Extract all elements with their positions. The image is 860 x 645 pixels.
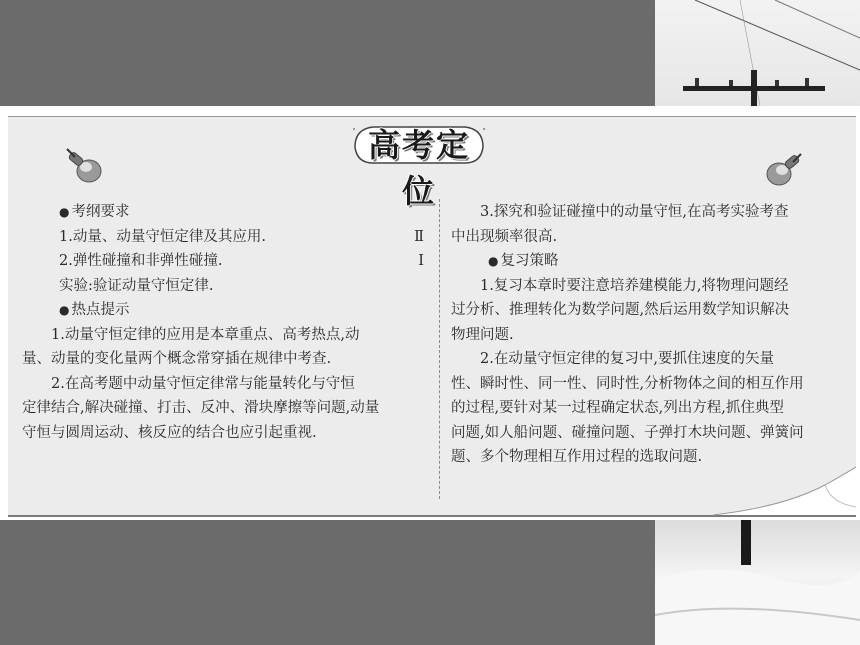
pushpin-icon bbox=[763, 150, 805, 196]
experiment-item: 实验:验证动量守恒定律. bbox=[59, 277, 214, 294]
paragraph-line: 性、瞬时性、同一性、同时性,分析物体之间的相互作用 bbox=[451, 375, 804, 392]
requirement-level: Ⅰ bbox=[418, 253, 424, 269]
card-panel bbox=[8, 116, 856, 517]
paragraph-line: 问题,如人船问题、碰撞问题、子弹打木块问题、弹簧问 bbox=[451, 424, 804, 441]
section-heading-hot-topics bbox=[22, 298, 434, 323]
paragraph-line: 中出现频率很高. bbox=[451, 228, 558, 245]
requirement-text: 1.动量、动量守恒定律及其应用. bbox=[59, 228, 266, 245]
background-photo-snow bbox=[655, 520, 860, 645]
requirement-level: Ⅱ bbox=[414, 228, 424, 245]
paragraph-line: 2.在高考题中动量守恒定律常与能量转化与守恒 bbox=[51, 375, 355, 392]
section-title: 考纲要求 bbox=[71, 204, 130, 220]
section-title: 复习策略 bbox=[500, 253, 559, 269]
paragraph-line: 的过程,要针对某一过程确定状态,列出方程,抓住典型 bbox=[451, 400, 784, 416]
right-column bbox=[451, 200, 851, 470]
section-title: 热点提示 bbox=[71, 302, 130, 318]
requirement-text: 2.弹性碰撞和非弹性碰撞. bbox=[59, 253, 223, 269]
banner-title: 高考定位 bbox=[367, 126, 470, 210]
requirement-item bbox=[22, 225, 434, 250]
section-heading-exam-requirements bbox=[22, 200, 434, 225]
pushpin-icon bbox=[63, 145, 105, 191]
left-column bbox=[22, 200, 434, 445]
filled-circle-bullet-icon: ● bbox=[59, 205, 70, 219]
paragraph-line: 守恒与圆周运动、核反应的结合也应引起重视. bbox=[22, 424, 317, 441]
column-divider bbox=[439, 199, 440, 499]
paragraph-line: 1.动量守恒定律的应用是本章重点、高考热点,动 bbox=[51, 326, 360, 343]
paragraph-line: 量、动量的变化量两个概念常穿插在规律中考查. bbox=[22, 351, 332, 367]
section-heading-review-strategy bbox=[451, 249, 851, 274]
paragraph-line: 过分析、推理转化为数学问题,然后运用数学知识解决 bbox=[451, 302, 790, 318]
paragraph-line: 3.探究和验证碰撞中的动量守恒,在高考实验考查 bbox=[480, 204, 789, 220]
background-photo-utility-pole bbox=[655, 0, 860, 106]
paragraph-line: 定律结合,解决碰撞、打击、反冲、滑块摩擦等问题,动量 bbox=[22, 400, 380, 416]
paragraph-line: 2.在动量守恒定律的复习中,要抓住速度的矢量 bbox=[480, 351, 774, 367]
paragraph-line: 物理问题. bbox=[451, 326, 514, 343]
paragraph-line: 题、多个物理相互作用过程的选取问题. bbox=[451, 449, 703, 465]
requirement-item bbox=[22, 249, 434, 274]
filled-circle-bullet-icon: ● bbox=[488, 254, 499, 268]
page-curl-decoration bbox=[713, 467, 856, 517]
paragraph-line: 1.复习本章时要注意培养建模能力,将物理问题经 bbox=[480, 277, 789, 294]
section-banner bbox=[353, 117, 485, 210]
filled-circle-bullet-icon: ● bbox=[59, 303, 70, 317]
content-card bbox=[0, 106, 860, 520]
